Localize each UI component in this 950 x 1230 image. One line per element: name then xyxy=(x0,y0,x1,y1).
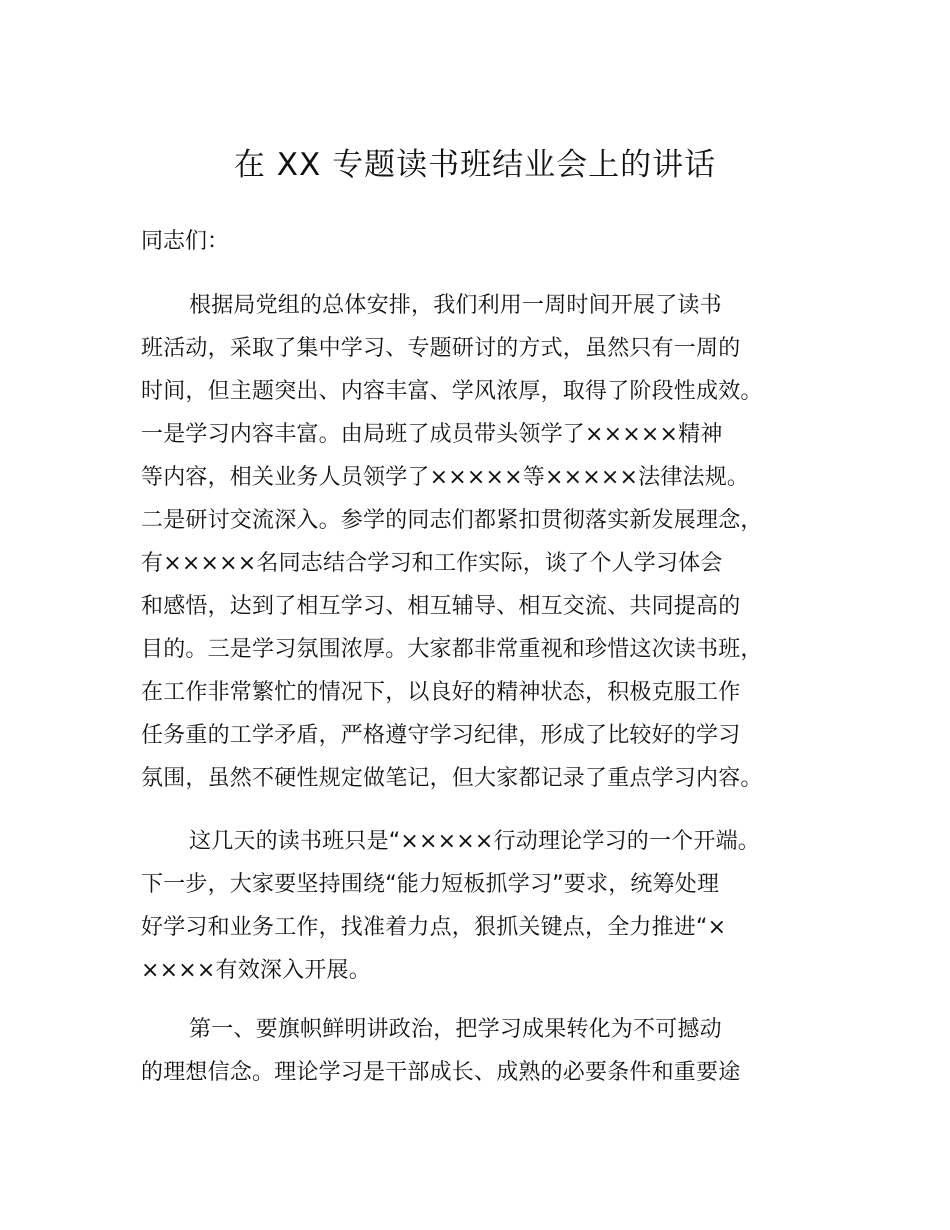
paragraph-line: 和感悟，达到了相互学习、相互辅导、相互交流、共同提高的 xyxy=(141,594,741,619)
paragraph-line: 氛围，虽然不硬性规定做笔记，但大家都记录了重点学习内容。 xyxy=(141,766,763,791)
paragraph-1 xyxy=(141,284,841,800)
paragraph-3 xyxy=(141,1008,841,1094)
paragraph-line: 这几天的读书班只是“×××××行动理论学习的一个开端。 xyxy=(189,829,760,854)
paragraph-line: 在工作非常繁忙的情况下，以良好的精神状态，积极克服工作 xyxy=(141,680,741,705)
paragraph-line: 好学习和业务工作，找准着力点，狠抓关键点，全力推进“× xyxy=(141,915,727,940)
salutation: 同志们： xyxy=(141,229,230,254)
paragraph-line: 任务重的工学矛盾，严格遵守学习纪律，形成了比较好的学习 xyxy=(141,723,741,748)
paragraph-line: 第一、要旗帜鲜明讲政治，把学习成果转化为不可撼动 xyxy=(189,1017,722,1042)
paragraph-line: 班活动，采取了集中学习、专题研讨的方式，虽然只有一周的 xyxy=(141,336,741,361)
paragraph-line: 等内容，相关业务人员领学了×××××等×××××法律法规。 xyxy=(141,465,750,490)
paragraph-line: 根据局党组的总体安排，我们利用一周时间开展了读书 xyxy=(189,293,722,318)
paragraph-line: 一是学习内容丰富。由局班了成员带头领学了×××××精神 xyxy=(141,422,723,447)
paragraph-2 xyxy=(141,820,841,992)
paragraph-line: 的理想信念。理论学习是干部成长、成熟的必要条件和重要途 xyxy=(141,1060,741,1085)
paragraph-line: 二是研讨交流深入。参学的同志们都紧扣贯彻落实新发展理念， xyxy=(141,508,763,533)
paragraph-line: 目的。三是学习氛围浓厚。大家都非常重视和珍惜这次读书班， xyxy=(141,637,763,662)
paragraph-line: 有×××××名同志结合学习和工作实际，谈了个人学习体会 xyxy=(141,551,723,576)
paragraph-line: 下一步，大家要坚持围绕“能力短板抓学习”要求，统筹处理 xyxy=(141,872,720,897)
speech-title: 在 XX 专题读书班结业会上的讲话 xyxy=(233,147,717,183)
paragraph-line: 时间，但主题突出、内容丰富、学风浓厚，取得了阶段性成效。 xyxy=(141,379,763,404)
paragraph-line: ××××有效深入开展。 xyxy=(141,958,371,983)
